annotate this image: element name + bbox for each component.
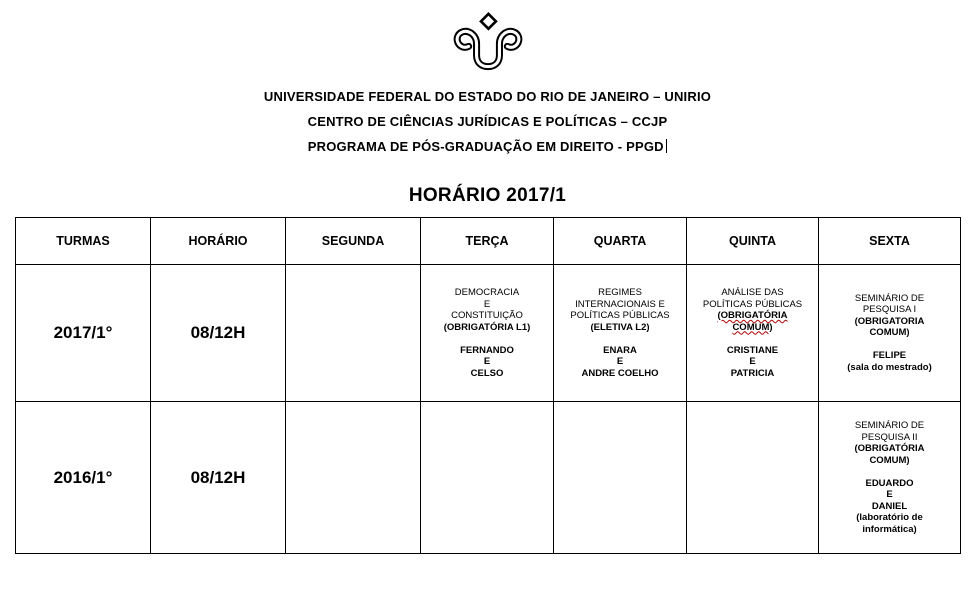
cell-line: ANDRE COELHO (581, 367, 659, 379)
schedule-title: HORÁRIO 2017/1 (408, 185, 567, 206)
cell-line: COMUM) (869, 454, 910, 466)
turma-cell: 2016/1° (16, 402, 151, 554)
schedule-body (16, 265, 961, 554)
table-row (16, 265, 961, 402)
table-row (16, 402, 961, 554)
horario-cell: 08/12H (151, 265, 286, 402)
cell-line: CONSTITUIÇÃO (451, 310, 523, 321)
turma-cell: 2017/1° (16, 265, 151, 402)
column-header: QUARTA (554, 218, 687, 265)
cell-line: FERNANDO (460, 344, 514, 356)
cell-line: SEMINÁRIO DE (854, 420, 925, 431)
schedule-table (15, 217, 961, 554)
column-header: SEXTA (819, 218, 961, 265)
column-header: SEGUNDA (286, 218, 421, 265)
cell-line: (laboratório de (856, 512, 923, 523)
schedule-header-row (16, 218, 961, 265)
cell-line: SEMINÁRIO DE (854, 292, 925, 304)
cell-line: PESQUISA II (861, 431, 918, 443)
column-header: TURMAS (16, 218, 151, 265)
cell-line (823, 466, 956, 478)
cell-line: CRISTIANE (726, 344, 779, 356)
cell-line: POLÍTICAS PÚBLICAS (702, 298, 803, 310)
cell-line (823, 339, 956, 351)
cell-line (558, 333, 682, 345)
cell-line: CELSO (470, 367, 504, 379)
logo-container (0, 0, 975, 74)
cell-line: ANÁLISE DAS (721, 287, 784, 298)
day-cell (286, 265, 421, 402)
cell-line: ENARA (603, 344, 637, 356)
cell-line: FELIPE (872, 350, 907, 362)
day-cell (421, 402, 554, 554)
day-cell (554, 265, 687, 402)
cell-line (425, 333, 549, 345)
column-header: QUINTA (687, 218, 819, 265)
cell-line: E (483, 356, 491, 367)
cell-line: (OBRIGATÓRIA (854, 443, 925, 454)
cell-line: (ELETIVA L2) (590, 321, 650, 333)
cell-line: REGIMES (598, 287, 642, 298)
program-name-text: PROGRAMA DE PÓS-GRADUAÇÃO EM DIREITO - PPGD (307, 139, 664, 154)
cell-line: POLÍTICAS PÚBLICAS (570, 310, 670, 321)
cell-line: (sala do mestrado) (847, 361, 932, 373)
cell-line: DANIEL (871, 500, 908, 512)
day-cell (286, 402, 421, 554)
horario-cell: 08/12H (151, 402, 286, 554)
cell-line: E (483, 298, 491, 310)
column-header: HORÁRIO (151, 218, 286, 265)
day-cell (687, 265, 819, 402)
cell-line: PESQUISA I (862, 304, 917, 316)
day-cell (421, 265, 554, 402)
text-cursor (666, 139, 668, 153)
day-cell (554, 402, 687, 554)
day-cell (819, 402, 961, 554)
cell-line: (OBRIGATORIA (854, 315, 925, 327)
cell-line: COMUM) (869, 327, 910, 339)
cell-line: (OBRIGATÓRIA (717, 310, 788, 321)
university-name: UNIVERSIDADE FEDERAL DO ESTADO DO RIO DE JANEIRO – UNIRIO (263, 89, 712, 104)
cell-line: INTERNACIONAIS E (575, 298, 665, 310)
column-header: TERÇA (421, 218, 554, 265)
program-name (0, 134, 975, 159)
cell-line: COMUM) (732, 321, 773, 333)
cell-line: DEMOCRACIA (454, 287, 520, 298)
cell-line: EDUARDO (865, 477, 914, 489)
cell-line: PATRICIA (730, 367, 775, 379)
cell-line: informática) (862, 523, 917, 535)
cell-line (691, 333, 814, 345)
unirio-logo-icon (444, 10, 532, 74)
center-name: CENTRO DE CIÊNCIAS JURÍDICAS E POLÍTICAS – CCJP (307, 114, 668, 129)
day-cell (687, 402, 819, 554)
cell-line: (OBRIGATÓRIA L1) (443, 321, 531, 333)
day-cell (819, 265, 961, 402)
document-header (0, 84, 975, 159)
cell-line: E (749, 356, 756, 367)
cell-line: E (616, 356, 624, 367)
cell-line: E (886, 489, 893, 500)
